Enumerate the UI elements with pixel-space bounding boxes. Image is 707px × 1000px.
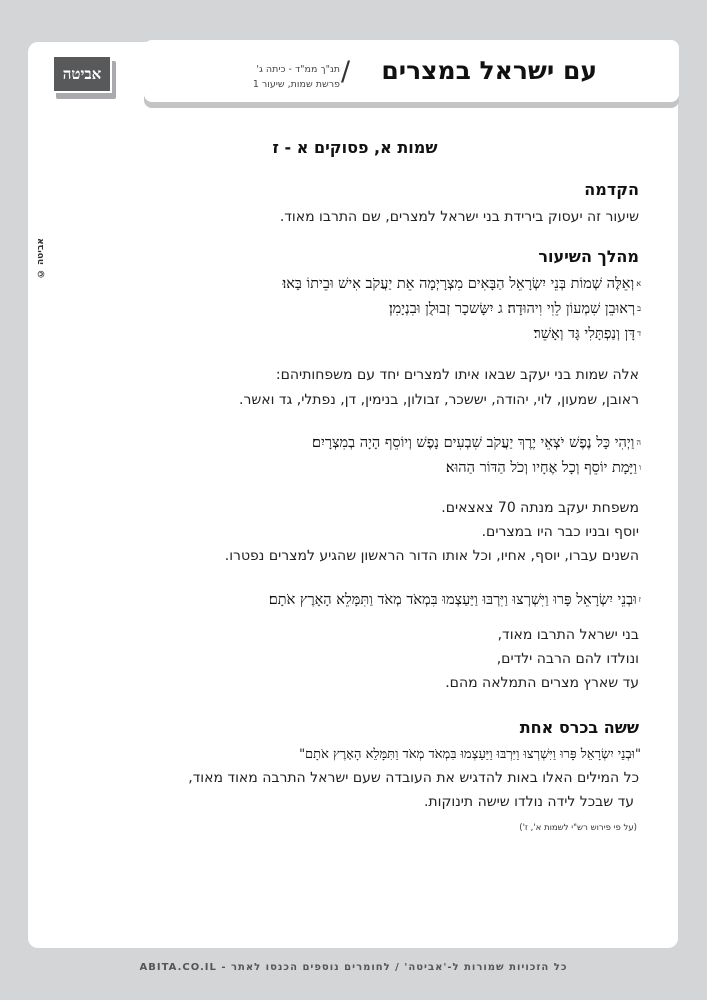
page-title: עם ישראל במצרים bbox=[381, 56, 597, 85]
verse-1: $^א$וְאֵלֶּה שְׁמוֹת בְּנֵי יִשְׂרָאֵל הַבָּאִים מִצְרָיְמָה אֵת יַעֲקֹב אִישׁ וּבֵיתוֹ בָּאוּ׃ bbox=[282, 276, 641, 292]
brand-logo[interactable] bbox=[52, 55, 116, 97]
copyright-side: © אביטה bbox=[36, 238, 46, 279]
source-note: (על פי פירוש רש"י לשמות א', ז') bbox=[519, 823, 637, 833]
paragraph-line: עד שארץ מצרים התמלאה מהם. bbox=[445, 675, 639, 691]
header-meta bbox=[200, 62, 340, 92]
meta-lesson: פרשת שמות, שיעור 1 bbox=[252, 79, 340, 90]
verse-4: $^ד$דָּן וְנַפְתָּלִי גָּד וְאָשֵׁר׃ bbox=[533, 326, 641, 342]
intro-heading: הקדמה bbox=[584, 180, 639, 199]
paragraph-line: משפחת יעקב מנתה 70 צאצאים. bbox=[441, 500, 639, 516]
six-heading: ששה בכרס אחת bbox=[519, 718, 639, 737]
title-separator: / bbox=[341, 56, 351, 87]
meta-grade: תנ"ך ממ"ד - כיתה ג' bbox=[256, 64, 340, 75]
verse-5: $^ה$וַיְהִי כָּל נֶפֶשׁ יֹצְאֵי יֶרֶךְ יַעֲקֹב שִׁבְעִים נָפֶשׁ וְיוֹסֵף הָיָה בְמִצְרָיִם׃ bbox=[311, 435, 641, 451]
paragraph-line: אלה שמות בני יעקב שבאו איתו למצרים יחד עם משפחותיהם: bbox=[275, 367, 639, 383]
course-heading: מהלך השיעור bbox=[538, 247, 639, 266]
verse-6: $^ו$וַיָּמָת יוֹסֵף וְכָל אֶחָיו וְכֹל הַדּוֹר הַהוּא׃ bbox=[445, 460, 641, 476]
footer-copyright: כל הזכויות שמורות ל-'אביטה' / לחומרים נוספים הכנסו לאתר - ABITA.CO.IL bbox=[139, 962, 568, 973]
paragraph-line: השנים עברו, יוסף, אחיו, וכל אותו הדור הראשון שהגיע למצרים נפטרו. bbox=[224, 548, 639, 564]
verse-2-3: $^ב$רְאוּבֵן שִׁמְעוֹן לֵוִי וִיהוּדָה׃ ג יִשָּׂשכָר זְבוּלֻן וּבִנְיָמִן׃ bbox=[388, 301, 641, 317]
six-line: כל המילים האלו באות להדגיש את העובדה שעם ישראל התרבה מאוד מאוד, bbox=[188, 770, 639, 786]
six-quote: "וּבְנֵי יִשְׂרָאֵל פָּרוּ וַיִּשְׁרְצוּ וַיִּרְבּוּ וַיַּעַצְמוּ בִּמְאֹד מְאֹד וַתִּמָּלֵא הָאָרֶץ אֹתָם" bbox=[299, 747, 641, 762]
paragraph-line: יוסף ובניו כבר היו במצרים. bbox=[481, 524, 639, 540]
paragraph-line: בני ישראל התרבו מאוד, bbox=[497, 627, 639, 643]
lesson-title: שמות א, פסוקים א - ז bbox=[272, 138, 438, 157]
intro-text: שיעור זה יעסוק בירידת בני ישראל למצרים, שם התרבו מאוד. bbox=[279, 209, 639, 225]
paragraph-line: ראובן, שמעון, לוי, יהודה, יששכר, זבולון, בנימין, דן, נפתלי, גד ואשר. bbox=[239, 392, 639, 408]
six-line: עד שבכל לידה נולדו שישה תינוקות. bbox=[423, 794, 634, 810]
paragraph-line: ונולדו להם הרבה ילדים, bbox=[496, 651, 639, 667]
logo-text: אביטה bbox=[52, 55, 112, 93]
verse-7: $^ז$וּבְנֵי יִשְׂרָאֵל פָּרוּ וַיִּשְׁרְצוּ וַיִּרְבּוּ וַיַּעַצְמוּ בִּמְאֹד מְאֹד וַתִּמָּלֵא הָאָרֶץ אֹתָם׃ bbox=[268, 592, 641, 608]
